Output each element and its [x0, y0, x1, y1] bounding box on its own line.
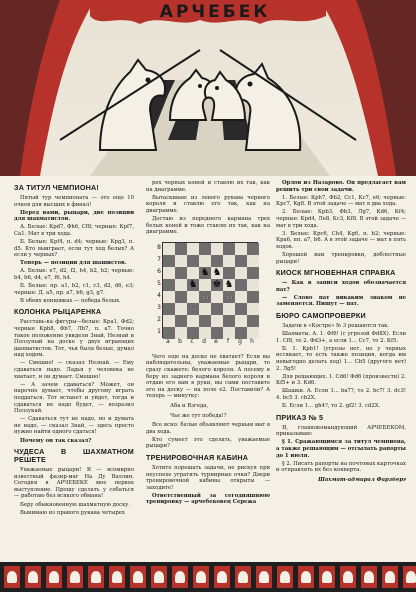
paragraph: Б. Белые: Крf4, п. d4; черные: Крg3, п. d5. Кто выиграет, если тут ход белых? А если у черных?	[14, 239, 134, 259]
paragraph: Шахматы. А. 1. Фf6! (с угрозой Фd8X). Если 1. Сf8, то 2. Фd3+, а если 1... Сc7, то 2. Кf5.	[276, 331, 406, 344]
board-square	[199, 243, 211, 255]
board-square	[223, 243, 235, 255]
paragraph: Б. 1. Крb1! (угрозы нет, но у черных иссякает, то есть также позиция, когда им невыгодно делать ход) 1... Сb5 (другого нет) 2. Лg5!	[276, 345, 406, 372]
board-square	[247, 315, 259, 327]
file-label: g	[238, 337, 242, 345]
answer: — Слово пат никаким знаком не заменяется. Пишут — пат.	[276, 294, 406, 308]
rank-label: 5	[157, 279, 161, 287]
footer-ornament	[256, 566, 272, 588]
footer-ornament	[4, 566, 20, 588]
footer-ornament	[88, 566, 104, 588]
rank-label: 4	[157, 291, 161, 299]
poem-line: Аба и Взгеда,	[170, 402, 209, 409]
board-square	[163, 279, 175, 291]
footer-ornament	[277, 566, 293, 588]
board-square	[175, 267, 187, 279]
footer-ornament	[130, 566, 146, 588]
black-knight-piece: ♞	[224, 278, 234, 290]
board-square	[247, 279, 259, 291]
board-square	[247, 243, 259, 255]
paragraph: Чего еще на доске не хватает? Если вы наблюдательны, уважаемые рыцари, то сразу скажете: белого короля. А посему я беру из заднего кармана белого короля и отдаю его вам в руки, вы сами поставите его на доску — на поле e2. Поставили? А теперь — минутку:	[146, 353, 270, 400]
board-square	[223, 303, 235, 315]
section-title-kiosk: КИОСК МГНОВЕННАЯ СПРАВКА	[276, 268, 396, 278]
board-square	[235, 279, 247, 291]
board-square	[175, 243, 187, 255]
board-square	[211, 255, 223, 267]
footer-ornament	[25, 566, 41, 588]
board-square	[187, 255, 199, 267]
paragraph: Орлов из Назарово. Он предлагает вам решить три свои задачи.	[276, 180, 406, 193]
board-square	[163, 315, 175, 327]
rank-label: 7	[157, 255, 161, 263]
footer-ornament	[151, 566, 167, 588]
board-square	[187, 315, 199, 327]
paragraph: Б. Белые: пр. a1, b2, c1, c3, d2, d6, e3; черные: Д. a5, пр. a7, b6, g3, g7.	[14, 283, 134, 296]
board-square	[211, 327, 223, 339]
board-square	[187, 291, 199, 303]
section-title-knight-column: КОЛОНКА РЫЦАРЕНКА	[14, 307, 102, 317]
footer-border	[0, 562, 416, 592]
board-square	[175, 327, 187, 339]
board-square	[199, 255, 211, 267]
board-square	[175, 315, 187, 327]
board-square	[163, 243, 175, 255]
file-label: c	[190, 337, 194, 345]
paragraph: рех черных коней и ставлю их так, как на диаграмме.	[146, 180, 270, 193]
file-label: f	[226, 337, 230, 345]
black-knight-piece: ♞	[188, 278, 198, 290]
board-square	[163, 303, 175, 315]
poem-line: Чье же тут победа!?	[170, 412, 227, 419]
board-square	[211, 315, 223, 327]
section-title-training-cabin: ТРЕНИРОВОЧНАЯ КАБИНА	[146, 452, 249, 462]
board-square	[223, 267, 235, 279]
board-square	[235, 303, 247, 315]
board-square	[199, 327, 211, 339]
paragraph: 3. Белые: Крc6, Сh4, Кg6, п. b2; черные: Крa6, пп. a7, b6. А в этой задаче — мат в пять ходов.	[276, 230, 406, 250]
rank-label: 1	[157, 327, 161, 335]
footer-ornament	[235, 566, 251, 588]
column-2	[146, 180, 270, 508]
board-square	[175, 255, 187, 267]
board-square	[199, 279, 211, 291]
column-3	[276, 180, 406, 483]
board-square	[199, 315, 211, 327]
board-square	[175, 279, 187, 291]
board-square	[247, 327, 259, 339]
paragraph: Вынимаю из правого рукава четырех	[20, 509, 125, 516]
footer-ornament	[67, 566, 83, 588]
footer-ornament	[382, 566, 398, 588]
file-label: b	[178, 337, 182, 345]
paragraph: А. Белые: e7, d2, f2, h4, b2, h2; черные: b4, b6, d4, e7, f6, h4.	[14, 268, 134, 282]
paragraph: Почему он так сказал?	[20, 437, 92, 444]
rank-label: 8	[157, 243, 161, 251]
footer-ornament	[361, 566, 377, 588]
paragraph: Я, главнокомандующий АРЧЕБЕКОМ, приказываю:	[276, 424, 406, 438]
paragraph: Кто сумеет это сделать, уважаемые рыцари?	[146, 436, 270, 450]
board-square	[211, 291, 223, 303]
white-knight-piece: ♘	[200, 290, 210, 302]
paragraph: Б. Если 1... gh4?, то 2. gf2! 3. cd2X.	[282, 403, 381, 410]
black-king-piece: ♚	[212, 278, 222, 290]
board-square	[211, 243, 223, 255]
board-square	[163, 327, 175, 339]
masthead-title: АРЧЕБЕК	[159, 2, 271, 22]
rank-label: 2	[157, 315, 161, 323]
board-square	[199, 303, 211, 315]
question: — Как в записи ходов обозначается пат?	[276, 280, 406, 293]
black-knight-piece: ♞	[212, 266, 222, 278]
white-knight-piece: ♘	[188, 302, 198, 314]
rank-label: 3	[157, 303, 161, 311]
file-label: h	[250, 337, 254, 345]
paragraph: В обеих концовках — победа белых.	[20, 297, 121, 304]
board-square	[235, 255, 247, 267]
board-square	[247, 267, 259, 279]
paragraph: — А зачем сдаваться? Может, он нарочно думает, чтобы другому играть поддаться. Тот встанет и уйдет, тогда и сдаваться не надо будет, — возразил Ползукай.	[14, 381, 134, 415]
file-label: d	[202, 337, 206, 345]
paragraph: Все ясно: белые объявляют черным мат в два хода.	[146, 422, 270, 435]
board-square	[187, 327, 199, 339]
board-square	[163, 291, 175, 303]
chess-diagram	[152, 240, 264, 352]
paragraph: Для решающих. 1. Сd6! Фd6 (произвести) 2. Кf5+ и 3. Кd6.	[276, 373, 406, 387]
paragraph: Задачи в «Костре» № 3 решаются так.	[282, 323, 390, 329]
paragraph: Перед вами, рыцари, две позиции для шахматистов.	[14, 209, 134, 223]
paragraph: Хорошей вам тренировки, доблестные рыцари!	[276, 251, 406, 265]
footer-ornament	[214, 566, 230, 588]
footer-ornament	[403, 566, 416, 588]
white-knight-piece: ♘	[224, 290, 234, 302]
signature: Шахмат-адмирал Фарзберг	[318, 476, 406, 483]
paragraph: 1. Белые: Крh7, Фb2, Сc1, Кc7, e6; черные: Крс7, Кg8. В этой задаче — мат в два хода.	[276, 194, 406, 208]
board-square	[187, 243, 199, 255]
section-title-self-check: БЮРО САМОПРОВЕРКИ	[276, 311, 366, 320]
board-square	[175, 291, 187, 303]
board-square	[187, 267, 199, 279]
header-illustration	[0, 0, 416, 176]
column-1	[14, 180, 134, 518]
paragraph: § 1. Сражающимся за титул чемпиона, а также решающим — отсылать рапорты до 1 июля.	[276, 439, 406, 459]
board-square	[247, 255, 259, 267]
board-square	[175, 303, 187, 315]
paragraph: — Сдаваться тут не надо, но и думать не надо, — сказал Знай, — здесь просто нужно найти одного сдаться!	[14, 416, 134, 436]
board-square	[163, 267, 175, 279]
board-square	[247, 303, 259, 315]
board-square	[223, 315, 235, 327]
paragraph: Теперь — позиции для шашистов.	[20, 260, 127, 267]
paragraph: Ответственный за сегодняшнюю тренировку — арчебековец Сережа	[146, 492, 270, 506]
file-label: a	[166, 337, 170, 345]
file-label: e	[214, 337, 218, 345]
paragraph: Расставь-ка фигуры—белые: Крa1, Фd2; черные Крb8, Фb7, Лb7, п. a7. Точно такое положение увидели Знай, Незнай и Ползуный на доске у двух играющих шахматистов. Тот, чья была белые, думал над ходом.	[14, 319, 134, 359]
paragraph: Пятый тур чемпионата — это еще 10 очков для высших в финал!	[14, 195, 134, 208]
section-title-order: ПРИКАЗ № 5	[276, 412, 324, 422]
board-square	[235, 291, 247, 303]
paragraph: Хотите порешать задачи, не рискуя при неуспехе угратить турнирные очки? Двери тренировочной кабины открыты — заходите!	[146, 464, 270, 491]
footer-ornament	[109, 566, 125, 588]
board-square	[223, 327, 235, 339]
paragraph: Вытаскиваю из левого рукава черного короля и ставлю его так, как на диаграмме.	[146, 194, 270, 214]
paragraph: Уважаемые рыцари! Я — всемирно известный фазир-маг Ha Ду Валлин. Сегодня в АРЧЕБЕКЕ мое первое выступление. Прошу сделать у собаться — работаю без всякого обмана!	[14, 467, 134, 500]
board-square	[223, 255, 235, 267]
footer-ornament	[298, 566, 314, 588]
footer-ornament	[172, 566, 188, 588]
black-knight-piece: ♞	[200, 266, 210, 278]
board-square	[235, 243, 247, 255]
board-square	[235, 267, 247, 279]
footer-ornament	[46, 566, 62, 588]
paragraph: 2. Белые: Крb3, Фb3, Лg7, Кd6, Кf4; черные: Крd4, Лe8, Кc3, Кf8. В этой задаче — мат в три хода.	[276, 209, 406, 229]
rank-label: 6	[157, 267, 161, 275]
board-square	[211, 303, 223, 315]
board-square	[235, 315, 247, 327]
paragraph: Шашки. А. Если 1... ba7?, то 2. bc7! 3. dc3! 4. bc5 3. cb2X.	[276, 388, 406, 401]
paragraph: § 2. Писать рапорты на почтовых карточках и отправлять их без конверта.	[276, 460, 406, 474]
paragraph: — Смешно! — сказал Незнай. — Ему сдаваться надо. Ладья у человека не хватает, и он думает. Смешно!	[14, 360, 134, 380]
knights-battle-illustration	[0, 0, 416, 176]
board-square	[235, 327, 247, 339]
paragraph: Беру обыкновенную шахматную доску.	[20, 501, 131, 508]
footer-ornament	[193, 566, 209, 588]
footer-ornament	[340, 566, 356, 588]
section-title-chess-sieve: ЧУДЕСА В ШАХМАТНОМ РЕШЕТЕ	[14, 447, 134, 465]
section-title-championship: ЗА ТИТУЛ ЧЕМПИОНА!	[14, 183, 100, 192]
board-square	[163, 255, 175, 267]
paragraph: Достаю из переднего кармана трех белых коней и тоже ставлю их так, как на диаграмме.	[146, 215, 270, 236]
chessboard	[162, 242, 258, 338]
footer-ornament	[319, 566, 335, 588]
paragraph: А. Белые: Крd7, Фh6, Сf8; черные: Крf7, Сa1. Мат в три хода.	[14, 224, 134, 237]
board-square	[247, 291, 259, 303]
